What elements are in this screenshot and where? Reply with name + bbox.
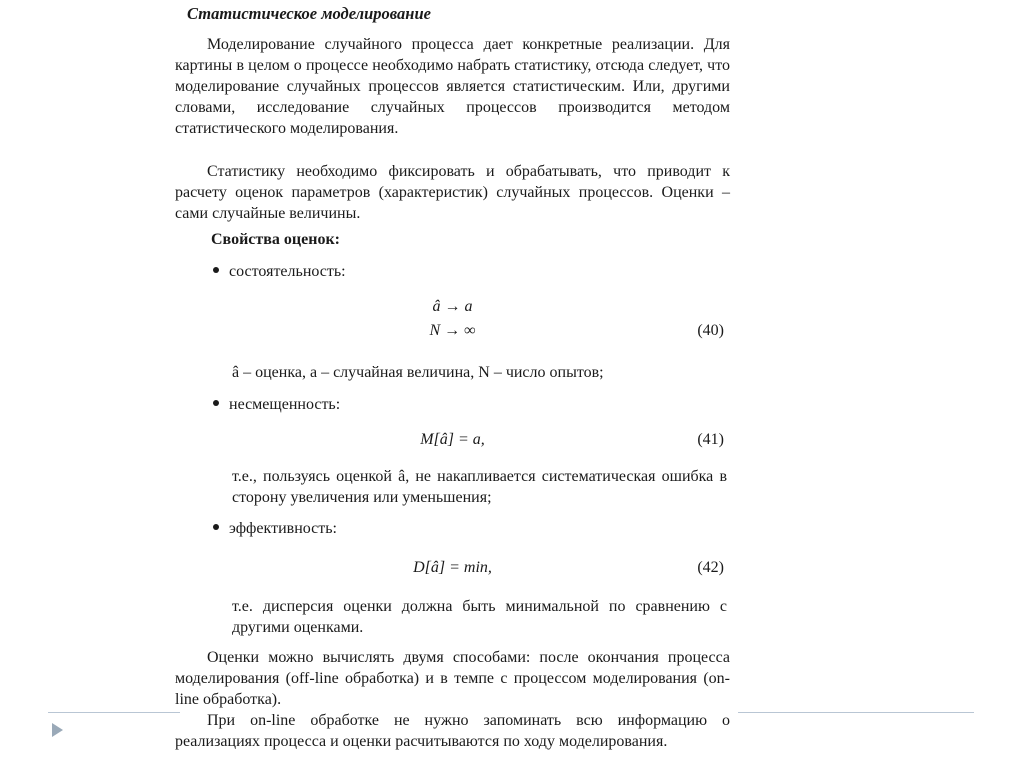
property-item-unbiasedness [213, 394, 340, 415]
paragraph-statistics-text: Статистику необходимо фиксировать и обрабатывать, что приводит к расчету оценок параметров (характеристик) случайных процессов. Оценки – сами случайные величины. [175, 163, 730, 222]
bullet-icon [213, 400, 219, 406]
bullet-icon [213, 267, 219, 273]
paragraph-modeling-text: Моделирование случайного процесса дает конкретные реализации. Для картины в целом о процессе необходимо набрать статистику, отсюда следует, что моделирование случайных процессов является статистическим. Или, другими словами, исследование случайных процессов производится методом статистического моделирования. [175, 36, 730, 137]
property-note: â – оценка, a – случайная величина, N – число опытов; [232, 364, 604, 381]
slide-divider-left [48, 712, 180, 713]
paragraph-processing [175, 647, 730, 710]
paragraph-processing-text: Оценки можно вычислять двумя способами: после окончания процесса моделирования (off-line обработка) и в темпе с процессом моделирования (on-line обработка). [175, 649, 730, 708]
page-title: Статистическое моделирование [187, 4, 431, 23]
property-item-efficiency [213, 518, 337, 539]
slide-divider-right [738, 712, 974, 713]
paragraph-modeling [175, 34, 730, 139]
formula-41 [175, 429, 730, 450]
equation-number: (42) [697, 559, 724, 576]
formula-42 [175, 557, 730, 578]
property-label: состоятельность: [229, 263, 346, 280]
property-label: эффективность: [229, 520, 337, 537]
property-label: несмещенность: [229, 396, 341, 413]
formula-40-line2-text: N → ∞ [429, 322, 476, 339]
formula-42-text: D[â] = min, [413, 559, 492, 576]
formula-40-line1: â → a [432, 298, 473, 315]
bullet-icon [213, 524, 219, 530]
triangle-right-icon[interactable] [52, 723, 63, 737]
paragraph-online-text: При on-line обработке не нужно запоминать всю информацию о реализациях процесса и оценки расчитываются по ходу моделирования. [175, 712, 730, 750]
paragraph-online [175, 710, 730, 752]
property-note: т.е., пользуясь оценкой â, не накапливается систематическая ошибка в сторону увеличения или уменьшения; [232, 468, 727, 506]
equation-number: (40) [697, 322, 724, 339]
formula-41-text: M[â] = a, [420, 431, 485, 448]
formula-40-line2 [175, 320, 730, 341]
property-item-consistency [213, 261, 346, 282]
paragraph-statistics [175, 161, 730, 224]
equation-number: (41) [697, 431, 724, 448]
document-page [175, 0, 735, 767]
properties-heading: Свойства оценок: [211, 231, 340, 248]
property-note: т.е. дисперсия оценки должна быть минимальной по сравнению с другими оценками. [232, 598, 727, 636]
